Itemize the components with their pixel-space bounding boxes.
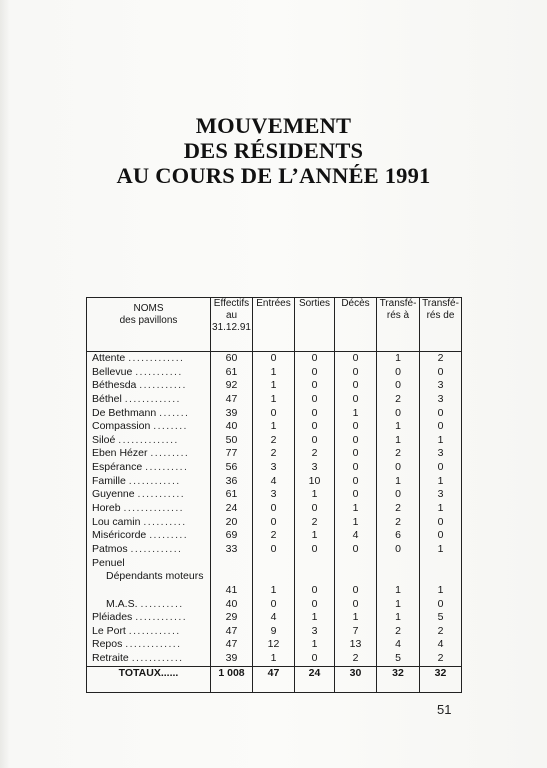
pavillon-label: Dépendants moteurs: [106, 570, 204, 583]
cell-effectifs: 61: [225, 488, 238, 501]
cell-deces: 1: [352, 406, 359, 419]
cell-effectifs: 56: [225, 461, 238, 474]
cell-transfere-a: 2: [395, 624, 401, 637]
cell-transfere-de: 0: [437, 461, 444, 474]
pavillon-name: [92, 611, 210, 625]
cell-entrees: 2: [270, 433, 277, 446]
leader-dots: .........: [149, 529, 189, 542]
cell-sorties: 1: [311, 611, 318, 624]
leader-dots: ..........: [143, 515, 187, 528]
cell-transfere-de: 1: [437, 474, 444, 487]
cell-effectifs: 92: [225, 379, 238, 392]
cell-entrees: 4: [270, 474, 277, 487]
cell-sorties: 0: [311, 365, 318, 378]
cell-sorties: 1: [311, 638, 318, 651]
leader-dots: ............: [131, 652, 184, 665]
cell-transfere-de: 3: [437, 488, 444, 501]
pavillon-name: [92, 570, 210, 584]
cell-transfere-de: [420, 557, 461, 571]
cell-entrees: 1: [270, 420, 277, 433]
pavillon-name: [92, 352, 210, 366]
page-title: [0, 113, 547, 188]
pavillon-label: Siloé: [92, 433, 116, 446]
cell-deces: 1: [352, 502, 359, 515]
cell-deces: 7: [352, 624, 359, 637]
cell-sorties: 3: [311, 461, 318, 474]
cell-deces: 0: [352, 379, 359, 392]
cell-sorties: 0: [311, 652, 318, 665]
cell-transfere-de: 1: [437, 583, 444, 596]
pavillon-name: [92, 366, 210, 380]
pavillon-label: Guyenne: [92, 488, 135, 501]
cell-sorties: 2: [311, 447, 318, 460]
cell-entrees: 0: [270, 352, 277, 364]
cell-transfere-a: 1: [395, 611, 401, 624]
totals-row: [87, 666, 462, 692]
pavillon-label: Le Port: [92, 624, 126, 637]
cell-transfere-a: 1: [395, 583, 401, 596]
leader-dots: ..........: [140, 597, 184, 610]
pavillon-name: [92, 557, 210, 571]
cell-deces: 13: [349, 638, 362, 651]
header-transferes-de: Transfé- rés de: [420, 298, 462, 352]
pavillon-label: Miséricorde: [92, 529, 147, 542]
pavillon-name: [92, 502, 210, 516]
cell-deces: 0: [352, 365, 359, 378]
cell-deces: 0: [352, 392, 359, 405]
cell-transfere-a: 1: [395, 420, 401, 433]
cell-transfere-a: 1: [395, 433, 401, 446]
column-effectifs: [211, 352, 253, 667]
leader-dots: ............: [128, 474, 181, 487]
leader-dots: ..........: [145, 461, 189, 474]
cell-transfere-de: 0: [437, 365, 444, 378]
cell-deces: 0: [352, 597, 359, 610]
cell-deces: 1: [352, 611, 359, 624]
pavillon-name: [92, 434, 210, 448]
cell-transfere-de: 2: [437, 652, 444, 665]
cell-entrees: [253, 570, 294, 584]
cell-effectifs: 33: [225, 542, 238, 555]
cell-effectifs: 39: [225, 652, 238, 665]
leader-dots: ..............: [118, 433, 179, 446]
leader-dots: ...........: [139, 379, 187, 392]
pavillon-name: [92, 475, 210, 489]
cell-transfere-de: 1: [437, 433, 444, 446]
totals-label: TOTAUX......: [87, 666, 211, 692]
cell-entrees: 0: [270, 515, 277, 528]
cell-transfere-a: 5: [395, 652, 401, 665]
total-effectifs: 1 008: [211, 666, 253, 692]
cell-sorties: 1: [311, 488, 318, 501]
cell-deces: [335, 570, 376, 584]
cell-transfere-a: 6: [395, 529, 401, 542]
cell-deces: 4: [352, 529, 359, 542]
cell-entrees: 12: [267, 638, 280, 651]
total-deces: 30: [335, 666, 377, 692]
cell-effectifs: 77: [225, 447, 238, 460]
cell-deces: 0: [352, 542, 359, 555]
cell-transfere-de: [420, 570, 461, 584]
cell-deces: 0: [352, 433, 359, 446]
total-entrees: 47: [253, 666, 295, 692]
cell-deces: [335, 557, 376, 571]
leader-dots: .............: [124, 392, 181, 405]
leader-dots: ........: [153, 420, 188, 433]
cell-transfere-de: 0: [437, 529, 444, 542]
pavillon-label: Espérance: [92, 461, 143, 474]
cell-sorties: [295, 557, 334, 571]
pavillon-name: [92, 584, 210, 598]
cell-deces: 2: [352, 652, 359, 665]
cell-effectifs: 20: [225, 515, 238, 528]
leader-dots: ..............: [123, 502, 184, 515]
leader-dots: .......: [159, 406, 190, 419]
cell-deces: 0: [352, 583, 359, 596]
cell-sorties: 0: [311, 597, 318, 610]
cell-entrees: 0: [270, 502, 277, 515]
cell-effectifs: 40: [225, 597, 238, 610]
residents-movement-table: [86, 297, 462, 693]
cell-entrees: 1: [270, 583, 277, 596]
pavillon-name: [92, 393, 210, 407]
leader-dots: ............: [130, 542, 183, 555]
cell-transfere-a: 2: [395, 447, 401, 460]
leader-dots: ............: [128, 624, 181, 637]
pavillon-label: Retraite: [92, 652, 129, 665]
cell-entrees: 1: [270, 392, 277, 405]
cell-effectifs: 29: [225, 611, 238, 624]
cell-sorties: 0: [311, 392, 318, 405]
cell-entrees: 1: [270, 652, 277, 665]
pavillon-name: [92, 638, 210, 652]
cell-effectifs: 50: [225, 433, 238, 446]
cell-entrees: 3: [270, 488, 277, 501]
header-noms: NOMS des pavillons: [87, 298, 211, 352]
cell-transfere-de: 4: [437, 638, 444, 651]
pavillon-name: [92, 598, 210, 612]
cell-entrees: 3: [270, 461, 277, 474]
cell-effectifs: 61: [225, 365, 238, 378]
pavillon-label: Lou camin: [92, 515, 141, 528]
cell-sorties: 3: [311, 624, 318, 637]
cell-effectifs: 60: [225, 352, 238, 364]
pavillon-label: M.A.S.: [106, 597, 138, 610]
cell-deces: 0: [352, 420, 359, 433]
cell-entrees: 9: [270, 624, 277, 637]
title-line-3: AU COURS DE L’ANNÉE 1991: [116, 163, 431, 188]
pavillon-name: [92, 625, 210, 639]
cell-effectifs: [211, 570, 252, 584]
column-entrees: [253, 352, 295, 667]
cell-sorties: 0: [311, 420, 318, 433]
pavillon-name: [92, 461, 210, 475]
total-sorties: 24: [295, 666, 335, 692]
cell-sorties: 0: [311, 379, 318, 392]
pavillon-name: [92, 543, 210, 557]
cell-transfere-a: [377, 570, 419, 584]
cell-transfere-de: 0: [437, 406, 444, 419]
cell-deces: 0: [352, 474, 359, 487]
table-body-row: [87, 352, 462, 667]
cell-transfere-de: 1: [437, 542, 444, 555]
cell-transfere-a: 1: [395, 474, 401, 487]
pavillon-label: De Bethmann: [92, 406, 157, 419]
total-transferes-de: 32: [420, 666, 462, 692]
cell-deces: 0: [352, 447, 359, 460]
column-deces: [335, 352, 377, 667]
cell-transfere-a: 2: [395, 502, 401, 515]
cell-entrees: 1: [270, 365, 277, 378]
cell-transfere-de: 3: [437, 447, 444, 460]
cell-entrees: 1: [270, 379, 277, 392]
cell-transfere-de: 5: [437, 611, 444, 624]
cell-transfere-a: 2: [395, 392, 401, 405]
title-line-1: MOUVEMENT: [195, 113, 352, 138]
pavillon-name: [92, 420, 210, 434]
cell-entrees: 2: [270, 529, 277, 542]
header-sorties: Sorties: [295, 298, 335, 352]
pavillon-label: Béthel: [92, 392, 122, 405]
column-transferes-de: [420, 352, 462, 667]
cell-sorties: 2: [311, 515, 318, 528]
cell-entrees: 0: [270, 406, 277, 419]
cell-transfere-de: 0: [437, 420, 444, 433]
cell-transfere-a: 1: [395, 597, 401, 610]
cell-transfere-a: 0: [395, 542, 401, 555]
pavillon-name: [92, 529, 210, 543]
cell-sorties: 0: [311, 502, 318, 515]
cell-transfere-a: 0: [395, 379, 401, 392]
cell-deces: 0: [352, 488, 359, 501]
pavillon-name: [92, 447, 210, 461]
pavillon-label: Béthesda: [92, 379, 137, 392]
header-transferes-a: Transfé- rés à: [377, 298, 420, 352]
title-line-2: DES RÉSIDENTS: [183, 138, 364, 163]
cell-sorties: [295, 570, 334, 584]
pavillon-name: [92, 407, 210, 421]
cell-transfere-de: 3: [437, 379, 444, 392]
pavillon-label: Penuel: [92, 556, 125, 569]
cell-effectifs: 40: [225, 420, 238, 433]
cell-effectifs: 69: [225, 529, 238, 542]
cell-effectifs: 47: [225, 624, 238, 637]
cell-sorties: 0: [311, 583, 318, 596]
cell-effectifs: 39: [225, 406, 238, 419]
leader-dots: .............: [128, 352, 185, 364]
cell-effectifs: 47: [225, 638, 238, 651]
cell-deces: 0: [352, 352, 359, 364]
leader-dots: .........: [150, 447, 190, 460]
header-effectifs: Effectifs au 31.12.91: [211, 298, 253, 352]
cell-effectifs: [211, 557, 252, 571]
cell-sorties: 0: [311, 542, 318, 555]
total-transferes-a: 32: [377, 666, 420, 692]
pavillon-label: Famille: [92, 474, 126, 487]
cell-transfere-de: 1: [437, 502, 444, 515]
cell-effectifs: 47: [225, 392, 238, 405]
cell-effectifs: 41: [225, 583, 238, 596]
leader-dots: ...........: [137, 488, 186, 501]
page-number: 51: [437, 702, 452, 717]
header-entrees: Entrées: [253, 298, 295, 352]
cell-transfere-a: 4: [395, 638, 401, 651]
pavillon-name: [92, 652, 210, 666]
cell-transfere-a: 0: [395, 406, 401, 419]
cell-entrees: [253, 557, 294, 571]
pavillon-label: Patmos: [92, 542, 128, 555]
cell-transfere-de: 0: [437, 597, 444, 610]
cell-entrees: 0: [270, 597, 277, 610]
leader-dots: ............: [135, 611, 188, 624]
column-sorties: [295, 352, 335, 667]
cell-deces: 0: [352, 461, 359, 474]
pavillon-label: Horeb: [92, 502, 121, 515]
cell-transfere-a: [377, 557, 419, 571]
cell-sorties: 0: [311, 433, 318, 446]
pavillon-label: Eben Hézer: [92, 447, 148, 460]
leader-dots: ...........: [135, 365, 183, 378]
pavillon-name: [92, 379, 210, 393]
cell-entrees: 0: [270, 542, 277, 555]
cell-transfere-a: 2: [395, 515, 401, 528]
leader-dots: .............: [125, 638, 182, 651]
column-transferes-a: [377, 352, 420, 667]
header-deces: Décès: [335, 298, 377, 352]
cell-sorties: 10: [308, 474, 321, 487]
cell-deces: 1: [352, 515, 359, 528]
pavillon-label: Repos: [92, 638, 123, 651]
column-noms: [87, 352, 211, 667]
cell-entrees: 4: [270, 611, 277, 624]
cell-transfere-de: 2: [437, 624, 444, 637]
cell-transfere-a: 0: [395, 488, 401, 501]
cell-effectifs: 36: [225, 474, 238, 487]
pavillon-name: [92, 488, 210, 502]
table-header-row: [87, 298, 462, 352]
pavillon-label: Pléiades: [92, 611, 133, 624]
pavillon-label: Attente: [92, 352, 126, 364]
pavillon-label: Bellevue: [92, 365, 133, 378]
cell-transfere-a: 0: [395, 365, 401, 378]
cell-transfere-de: 2: [437, 352, 444, 364]
cell-sorties: 1: [311, 529, 318, 542]
cell-sorties: 0: [311, 406, 318, 419]
cell-effectifs: 24: [225, 502, 238, 515]
cell-entrees: 2: [270, 447, 277, 460]
pavillon-name: [92, 516, 210, 530]
cell-transfere-a: 0: [395, 461, 401, 474]
cell-transfere-de: 3: [437, 392, 444, 405]
cell-transfere-a: 1: [395, 352, 401, 364]
pavillon-label: Compassion: [92, 420, 151, 433]
cell-transfere-de: 0: [437, 515, 444, 528]
cell-sorties: 0: [311, 352, 318, 364]
